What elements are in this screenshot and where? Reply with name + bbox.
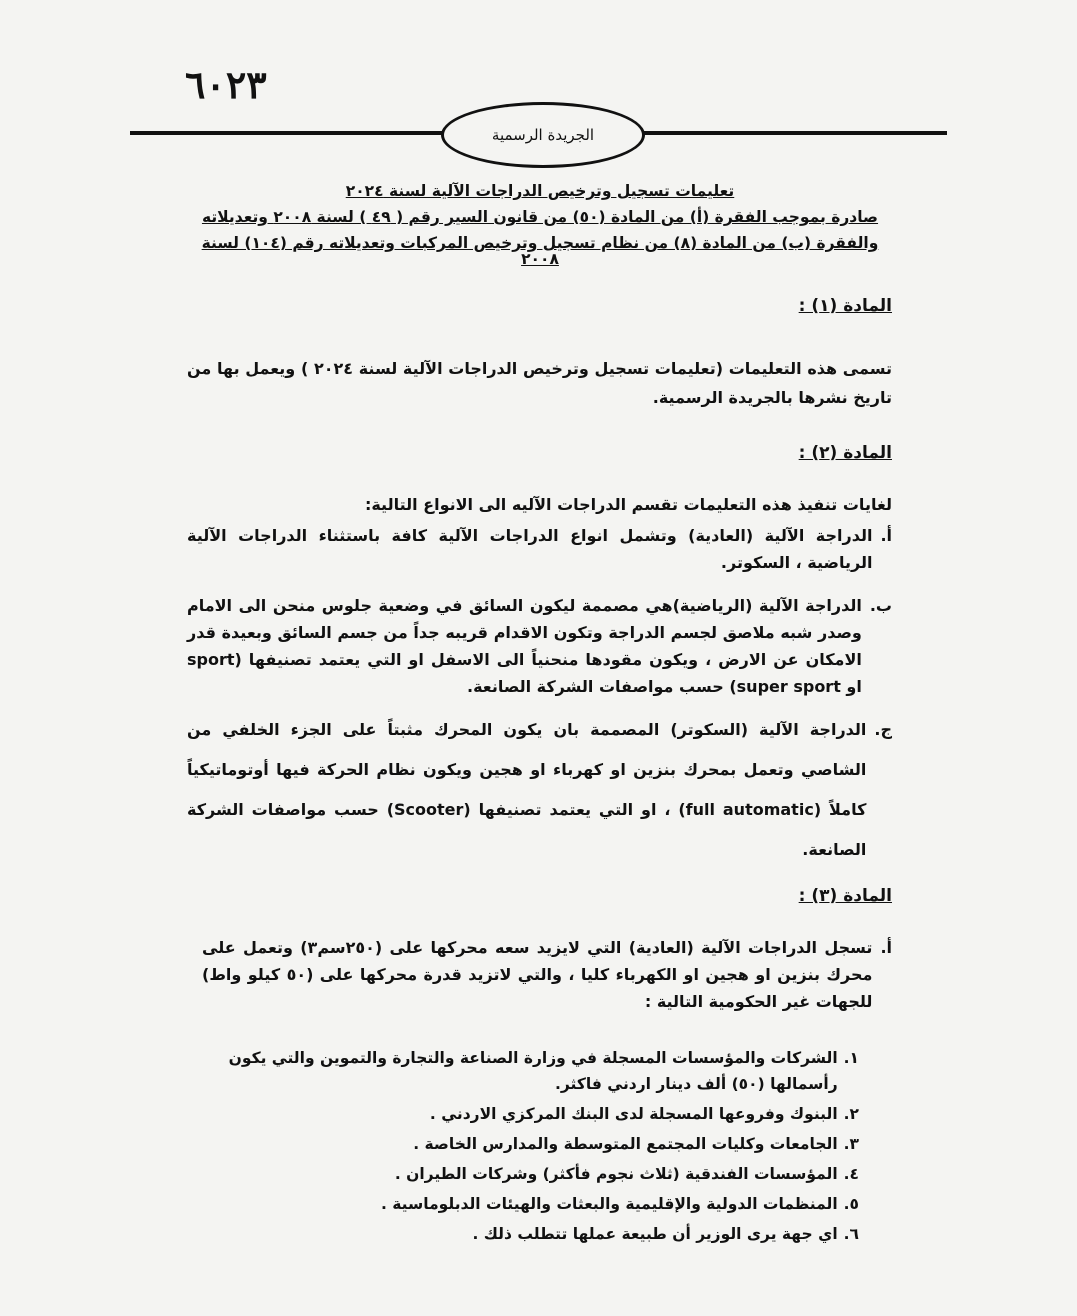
list-item [169, 1161, 859, 1187]
article-2-item-a [187, 522, 892, 576]
masthead-title: الجريدة الرسمية [491, 126, 595, 144]
list-item [169, 1101, 859, 1127]
item-marker: ب. [869, 596, 892, 615]
list-item [169, 1045, 859, 1097]
item-text: الدراجة الآلية (الرياضية)هي مصممة ليكون السائق في وضعية جلوس منحن الى الامام وصدر شبه ملاصق لجسم الدراجة وتكون الاقدام قريبه جداً من جسم السائق وبعيدة قدر الامكان عن الارض ، ويكون مقودها منحنياً الى الاسفل او التي يعتمد تصنيفها (sport او super sport) حسب مواصفات الشركة الصانعة. [187, 596, 862, 696]
item-text: الدراجة الآلية (العادية) وتشمل انواع الدراجات الآلية كافة باستثناء الدراجات الآلية الرياضية ، السكوتر. [187, 526, 873, 572]
article-3-item-a [202, 934, 892, 1015]
article-1-heading: المادة (١) : [798, 296, 892, 316]
article-3-heading: المادة (٣) : [798, 886, 892, 906]
document-titles [200, 183, 880, 277]
item-text: تسجل الدراجات الآلية (العادية) التي لايزيد سعه محركها على (٢٥٠سم٣) وتعمل على محرك بنزين او هجين او الكهرباء كليا ، والتي لاتزيد قدرة محركها على (٥٠ كيلو واط) للجهات غير الحكومية التالية : [202, 938, 873, 1011]
title-line-3: والفقرة (ب) من المادة (٨) من نظام تسجيل وترخيص المركبات وتعديلاته رقم (١٠٤) لسنة ٢٠٠٨ [201, 234, 879, 268]
page-number: ٦٠٢٣ [185, 62, 267, 107]
list-number: ٤. [843, 1165, 859, 1183]
list-item [169, 1221, 859, 1247]
list-item [169, 1131, 859, 1157]
list-text: المؤسسات الفندقية (ثلاث نجوم فأكثر) وشركات الطيران . [394, 1165, 838, 1183]
title-line-1: تعليمات تسجيل وترخيص الدراجات الآلية لسنة ٢٠٢٤ [345, 182, 735, 200]
list-text: البنوك وفروعها المسجلة لدى البنك المركزي الاردني . [429, 1105, 838, 1123]
article-2-item-b [187, 592, 892, 700]
list-text: الجامعات وكليات المجتمع المتوسطة والمدارس الخاصة . [413, 1135, 838, 1153]
header-rule-left [130, 131, 445, 135]
list-text: المنظمات الدولية والإقليمية والبعثات والهيئات الدبلوماسية . [381, 1195, 838, 1213]
list-text: الشركات والمؤسسات المسجلة في وزارة الصناعة والتجارة والتموين والتي يكون رأسمالها (٥٠) ألف دينار اردني فاكثر. [228, 1049, 838, 1093]
list-number: ٣. [843, 1135, 859, 1153]
article-1-text: تسمى هذه التعليمات (تعليمات تسجيل وترخيص الدراجات الآلية لسنة ٢٠٢٤ ) ويعمل بها من تاريخ نشرها بالجريدة الرسمية. [187, 359, 893, 407]
title-line-2: صادرة بموجب الفقرة (أ) من المادة (٥٠) من قانون السير رقم ( ٤٩ ) لسنة ٢٠٠٨ وتعديلاته [201, 208, 879, 226]
article-2-item-c [187, 710, 892, 870]
list-number: ١. [843, 1049, 859, 1067]
header-rule-right [641, 131, 947, 135]
list-number: ٢. [843, 1105, 859, 1123]
item-marker: أ. [880, 526, 892, 545]
article-3-list [169, 1045, 859, 1251]
item-marker: أ. [880, 938, 892, 957]
article-2-heading: المادة (٢) : [798, 443, 892, 463]
item-text: الدراجة الآلية (السكوتر) المصممة بان يكون المحرك مثبتاً على الجزء الخلفي من الشاصي وتعمل بمحرك بنزين او كهرباء او هجين ويكون نظام الحركة فيها أوتوماتيكياً كاملاً (full automatic) ، او التي يعتمد تصنيفها (Scooter) حسب مواصفات الشركة الصانعة. [187, 720, 867, 859]
list-number: ٦. [843, 1225, 859, 1243]
list-text: اي جهة يرى الوزير أن طبيعة عملها تتطلب ذلك . [472, 1225, 838, 1243]
article-2-intro: لغايات تنفيذ هذه التعليمات تقسم الدراجات الآليه الى الانواع التالية: [364, 495, 892, 514]
item-marker: ج. [874, 720, 892, 739]
list-number: ٥. [843, 1195, 859, 1213]
masthead-oval [441, 102, 645, 168]
list-item [169, 1191, 859, 1217]
